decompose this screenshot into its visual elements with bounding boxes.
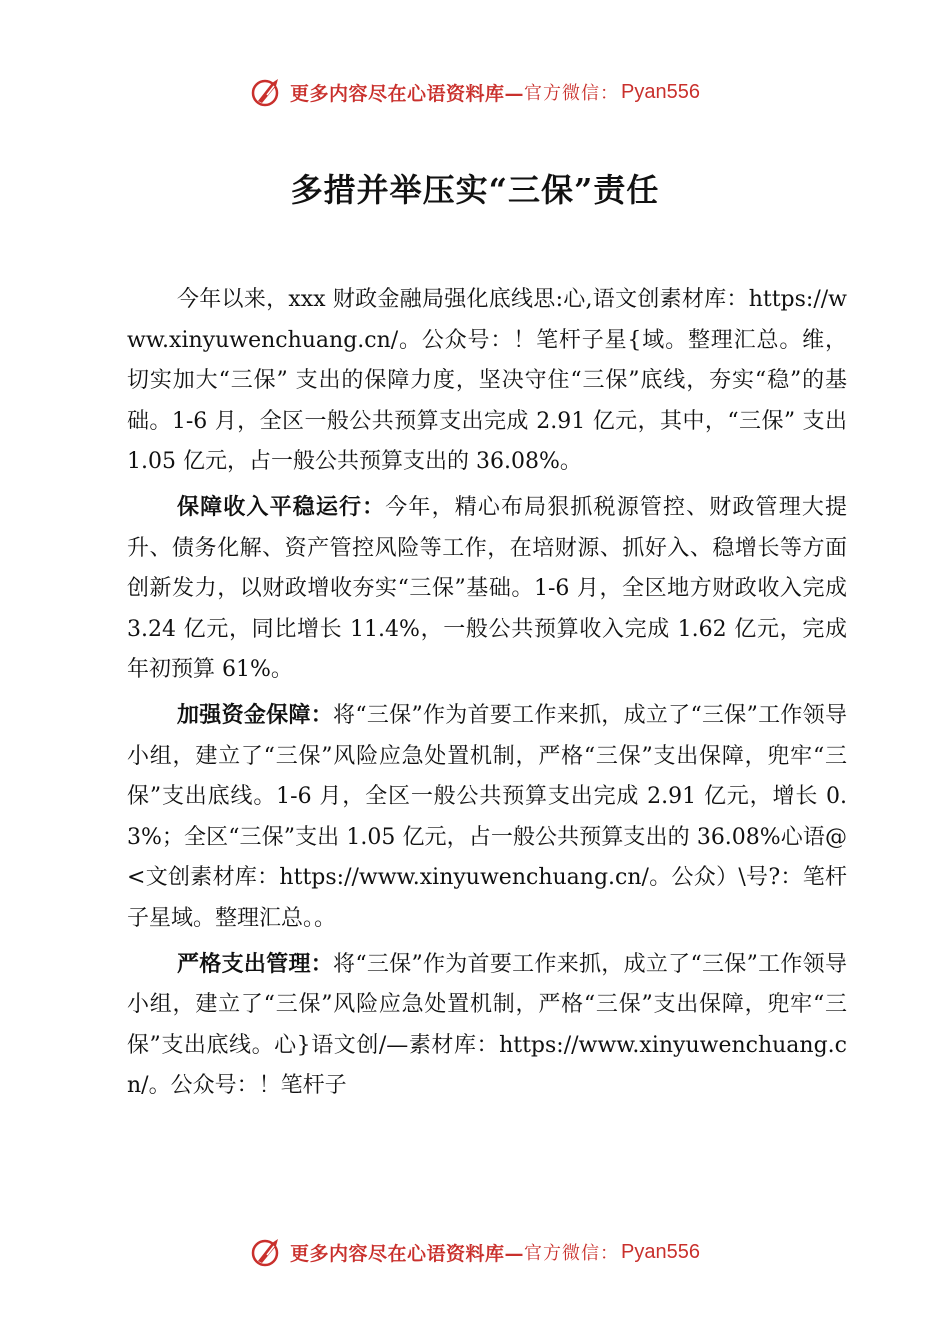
- banner-text: 更多内容尽在心语资料库—: [290, 1242, 525, 1265]
- paragraph-text: 今年，精心布局狠抓税源管控、财政管理大提升、债务化解、资产管控风险等工作，在培财源、抓好入、稳增长等方面创新发力，以财政增收夯实“三保”基础。1-6 月，全区地方财政收入完成 3.24 亿元，同比增长 11.4%，一般公共预算收入完成 1.62 亿元，完成年初预算 61%。: [127, 494, 847, 683]
- pen-nib-logo-icon: [250, 75, 284, 109]
- paragraph-expenditure: [127, 945, 847, 1107]
- header-banner: [0, 72, 950, 112]
- banner-wechat-label: 官方微信：: [524, 83, 620, 104]
- banner-wechat-id: Pyan556: [621, 80, 700, 103]
- paragraph-revenue: [127, 488, 847, 691]
- banner-wechat-id: Pyan556: [621, 1240, 700, 1263]
- paragraph-text: 将“三保”作为首要工作来抓，成立了“三保”工作领导小组，建立了“三保”风险应急处置机制，严格“三保”支出保障，兜牢“三保”支出底线。1-6 月，全区一般公共预算支出完成 2.91 亿元，增长 0.3%；全区“三保”支出 1.05 亿元，占一般公共预算支出的 36.08%心语@<文创素材库：https://www.xinyuwenchuang.cn/。公众）\号?：笔杆子星域。整理汇总。。: [127, 702, 847, 931]
- paragraph-heading: 加强资金保障：: [177, 702, 334, 728]
- paragraph-text: 将“三保”作为首要工作来抓，成立了“三保”工作领导小组，建立了“三保”风险应急处置机制，严格“三保”支出保障，兜牢“三保”支出底线。心}语文创/—素材库：https://www.xinyuwenchuang.cn/。公众号：！笔杆子: [127, 951, 847, 1099]
- document-title: 多措并举压实“三保”责任: [290, 171, 660, 209]
- footer-banner: [0, 1232, 950, 1272]
- paragraph-heading: 保障收入平稳运行：: [177, 494, 386, 520]
- banner-text: 更多内容尽在心语资料库—: [290, 82, 525, 105]
- paragraph-funding: [127, 696, 847, 940]
- document-body: [127, 280, 847, 1112]
- banner-wechat-label: 官方微信：: [524, 1243, 620, 1264]
- paragraph-text: 今年以来，xxx 财政金融局强化底线思:心,语文创素材库：https://www.xinyuwenchuang.cn/。公众号：！笔杆子星{域。整理汇总。维，切实加大“三保” 支出的保障力度，坚决守住“三保”底线，夯实“稳”的基础。1-6 月，全区一般公共预算支出完成 2.91 亿元，其中，“三保” 支出 1.05 亿元，占一般公共预算支出的 36.08%。: [127, 287, 847, 475]
- pen-nib-logo-icon: [250, 1235, 284, 1269]
- paragraph-intro: [127, 280, 847, 483]
- paragraph-heading: 严格支出管理：: [177, 951, 334, 977]
